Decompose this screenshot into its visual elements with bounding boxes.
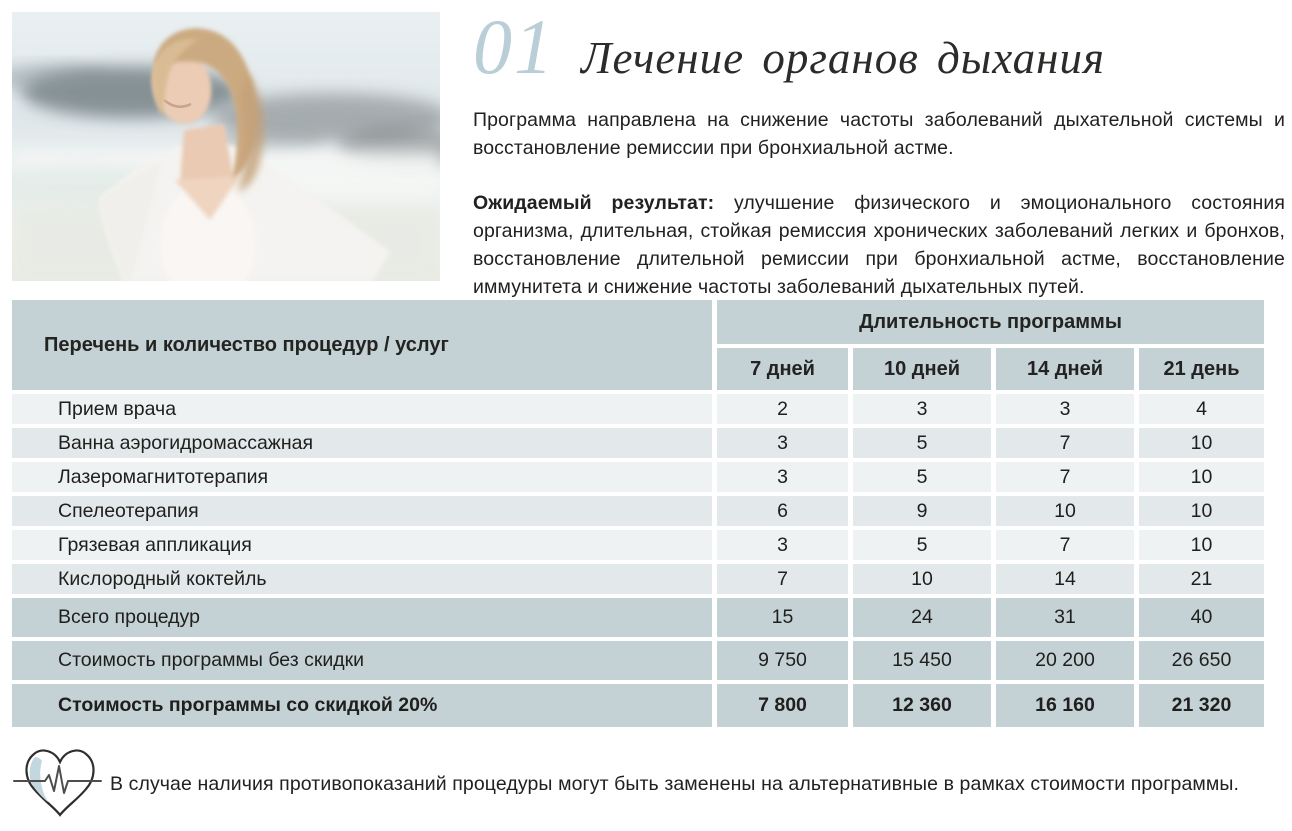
table-cell: 7 [996, 462, 1134, 492]
column-header-21-days: 21 день [1139, 348, 1264, 390]
table-cell: 7 [717, 564, 848, 594]
intro-paragraph: Программа направлена на снижение частоты заболеваний дыхательной системы и восстановление ремиссии при бронхиальной астме. [473, 109, 1285, 159]
hero-photo [12, 12, 440, 281]
table-cell: 10 [996, 496, 1134, 526]
table-cell: 26 650 [1139, 641, 1264, 680]
table-row-label-total-procedures: Всего процедур [12, 598, 712, 637]
table-cell: 3 [996, 394, 1134, 424]
column-header-10-days: 10 дней [853, 348, 991, 390]
table-row-label: Кислородный коктейль [12, 564, 712, 594]
table-cell: 3 [717, 530, 848, 560]
table-cell: 21 [1139, 564, 1264, 594]
table-cell: 7 800 [717, 684, 848, 727]
table-row-label-price-discount: Стоимость программы со скидкой 20% [12, 684, 712, 727]
column-header-14-days: 14 дней [996, 348, 1134, 390]
beach-photo-illustration [12, 12, 440, 281]
table-cell: 10 [1139, 428, 1264, 458]
table-cell: 9 750 [717, 641, 848, 680]
table-cell: 10 [1139, 462, 1264, 492]
table-row-label: Прием врача [12, 394, 712, 424]
table-cell: 14 [996, 564, 1134, 594]
section-number: 01 [473, 3, 555, 90]
expected-result-text: улучшение физического и эмоционального состояния организма, длительная, стойкая ремиссия хронических заболеваний легких и бронхов, восстановление длительной ремиссии при бронхиальной астме, восстановление иммунитета и снижение частоты заболеваний дыхательных путей. [473, 192, 1285, 298]
table-header-duration-group: Длительность программы [717, 300, 1264, 344]
footnote-text: В случае наличия противопоказаний процедуры могут быть заменены на альтернативные в рамках стоимости программы. [110, 772, 1240, 795]
table-cell: 16 160 [996, 684, 1134, 727]
table-row-label: Спелеотерапия [12, 496, 712, 526]
table-cell: 10 [1139, 496, 1264, 526]
table-cell: 10 [1139, 530, 1264, 560]
table-cell: 3 [717, 462, 848, 492]
table-cell: 15 [717, 598, 848, 637]
table-cell: 15 450 [853, 641, 991, 680]
table-row-label: Лазеромагнитотерапия [12, 462, 712, 492]
table-cell: 24 [853, 598, 991, 637]
table-cell: 5 [853, 428, 991, 458]
table-cell: 21 320 [1139, 684, 1264, 727]
table-cell: 7 [996, 530, 1134, 560]
table-cell: 3 [853, 394, 991, 424]
table-cell: 6 [717, 496, 848, 526]
table-cell: 10 [853, 564, 991, 594]
table-cell: 4 [1139, 394, 1264, 424]
table-cell: 7 [996, 428, 1134, 458]
footer-note-row [12, 744, 1274, 824]
table-cell: 5 [853, 530, 991, 560]
table-row-label: Ванна аэрогидромассажная [12, 428, 712, 458]
table-cell: 31 [996, 598, 1134, 637]
expected-result-paragraph [473, 189, 1285, 301]
table-row-label: Грязевая аппликация [12, 530, 712, 560]
table-cell: 12 360 [853, 684, 991, 727]
heart-pulse-icon [12, 744, 104, 824]
table-cell: 9 [853, 496, 991, 526]
column-header-7-days: 7 дней [717, 348, 848, 390]
table-row-label-price-full: Стоимость программы без скидки [12, 641, 712, 680]
page-title: Лечение органов дыхания [581, 33, 1105, 83]
section-title-row [473, 3, 1285, 100]
table-cell: 2 [717, 394, 848, 424]
table-cell: 40 [1139, 598, 1264, 637]
intro-section [473, 3, 1285, 301]
table-header-procedures: Перечень и количество процедур / услуг [12, 300, 712, 390]
procedures-price-table [12, 300, 1268, 727]
table-cell: 3 [717, 428, 848, 458]
table-cell: 5 [853, 462, 991, 492]
expected-result-label: Ожидаемый результат: [473, 192, 715, 214]
table-cell: 20 200 [996, 641, 1134, 680]
